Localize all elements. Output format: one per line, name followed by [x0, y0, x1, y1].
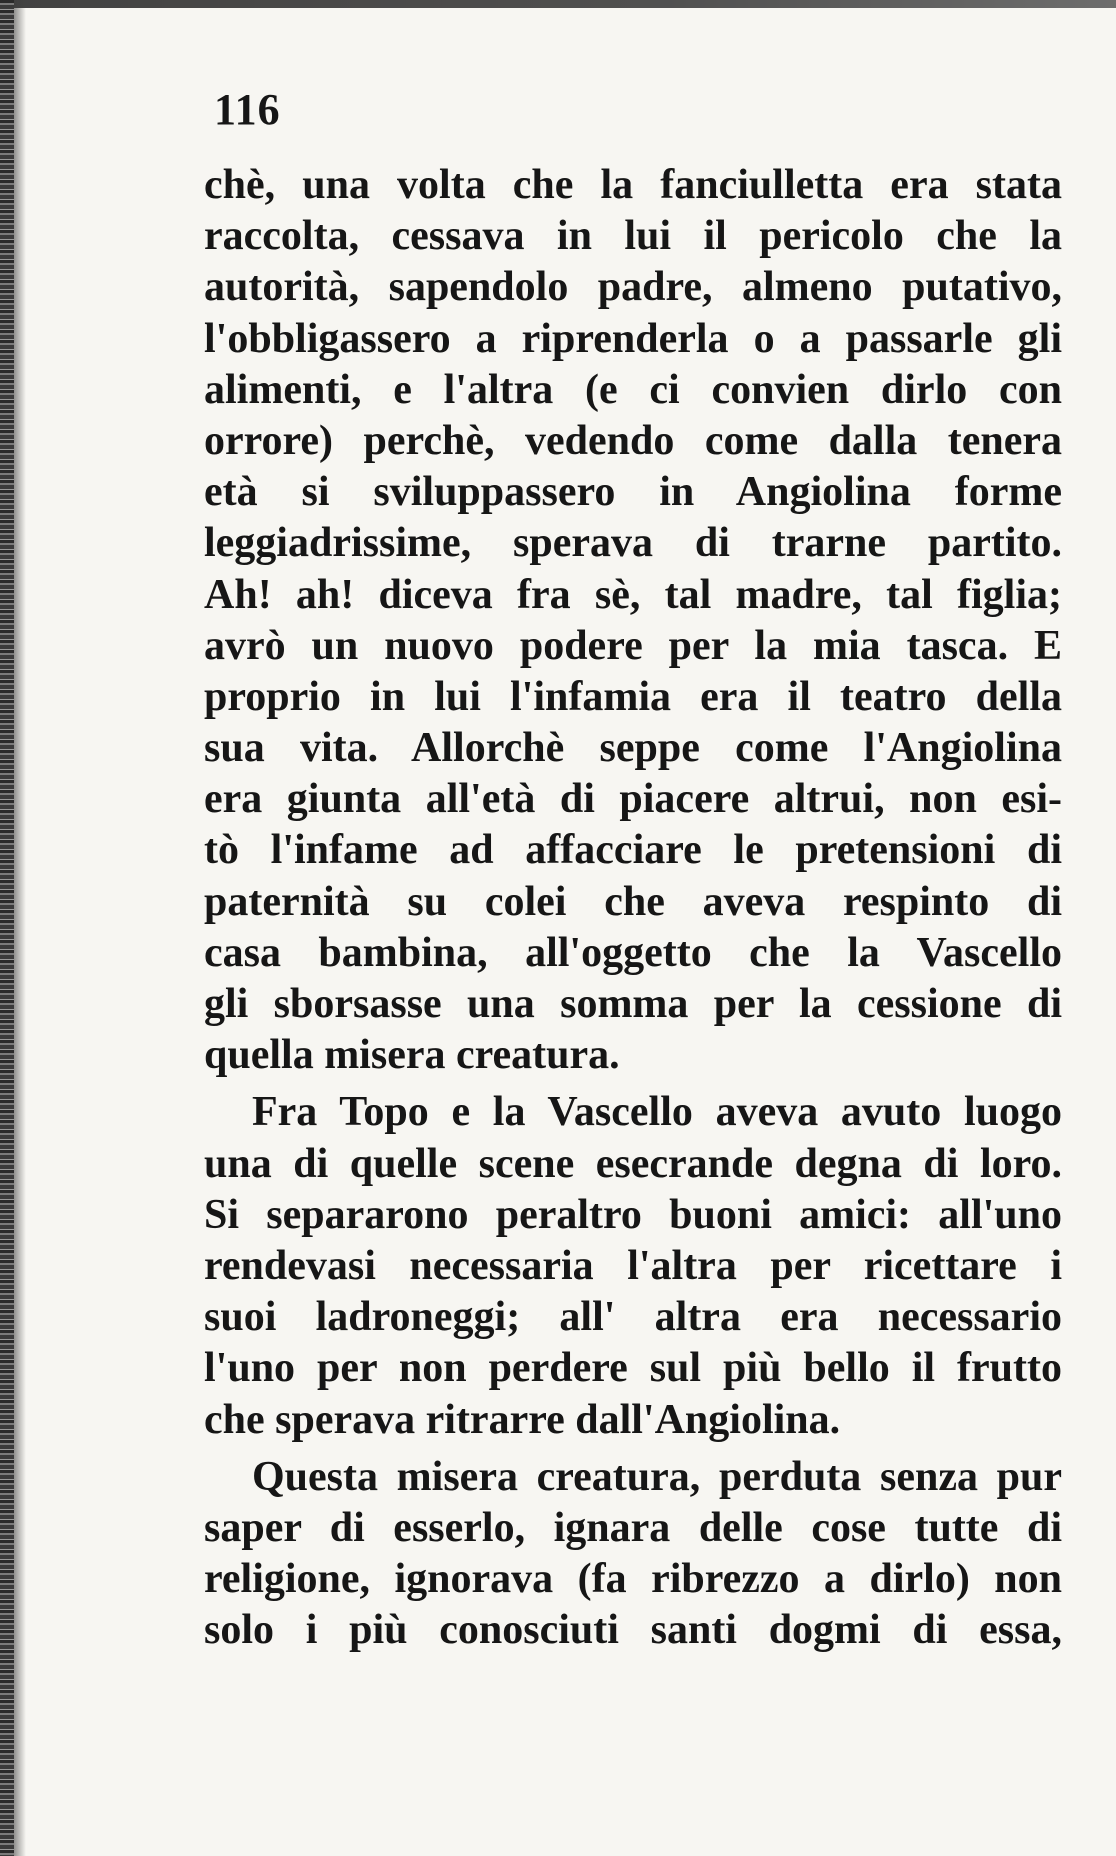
paragraph — [204, 1452, 1062, 1657]
paragraph — [204, 1087, 1062, 1445]
page-number: 116 — [214, 85, 281, 134]
text-line: religione, ignorava (fa ribrezzo a dirlo) non — [204, 1556, 1062, 1603]
text-line: alimenti, e l'altra (e ci convien dirlo con — [204, 366, 1062, 413]
text-line: raccolta, cessava in lui il pericolo che la — [204, 213, 1062, 260]
text-line: autorità, sapendolo padre, almeno putativo, — [204, 264, 1062, 311]
text-line: orrore) perchè, vedendo come dalla tenera — [204, 417, 1062, 464]
text-line: quella misera creatura. — [204, 1032, 620, 1079]
text-line: era giunta all'età di piacere altrui, non esi- — [204, 776, 1062, 823]
text-line: saper di esserlo, ignara delle cose tutte di — [204, 1504, 1062, 1551]
text-line: Ah! ah! diceva fra sè, tal madre, tal figlia; — [204, 571, 1062, 618]
scan-binding-shadow — [14, 0, 26, 1856]
text-line: tò l'infame ad affacciare le pretensioni di — [204, 827, 1062, 874]
text-line: suoi ladroneggi; all' altra era necessario — [204, 1294, 1062, 1341]
body-text — [204, 160, 1062, 1656]
text-line: gli sborsasse una somma per la cessione di — [204, 981, 1062, 1027]
text-line: l'obbligassero a riprenderla o a passarle gli — [204, 315, 1062, 362]
text-line: rendevasi necessaria l'altra per ricettare i — [204, 1242, 1062, 1289]
scan-top-edge — [0, 0, 1116, 8]
text-line: solo i più conosciuti santi dogmi di essa, — [204, 1607, 1062, 1654]
text-line: una di quelle scene esecrande degna di loro. — [204, 1140, 1062, 1187]
text-line: casa bambina, all'oggetto che la Vascello — [204, 929, 1062, 976]
text-line: leggiadrissime, sperava di trarne partito. — [204, 520, 1062, 567]
text-line: proprio in lui l'infamia era il teatro della — [204, 673, 1062, 720]
text-line: l'uno per non perdere sul più bello il frutto — [204, 1345, 1062, 1392]
text-line: sua vita. Allorchè seppe come l'Angiolina — [204, 725, 1062, 772]
text-line: Si separarono peraltro buoni amici: all'uno — [204, 1191, 1062, 1238]
paragraph — [204, 160, 1062, 1081]
text-line: età si sviluppassero in Angiolina forme — [204, 469, 1062, 516]
text-line: Fra Topo e la Vascello aveva avuto luogo — [252, 1089, 1062, 1136]
scan-binding-edge — [0, 0, 14, 1856]
text-line: paternità su colei che aveva respinto di — [204, 878, 1062, 925]
text-line: chè, una volta che la fanciulletta era stata — [204, 162, 1062, 208]
text-line: che sperava ritrarre dall'Angiolina. — [204, 1396, 841, 1443]
text-line: Questa misera creatura, perduta senza pur — [252, 1453, 1062, 1500]
text-line: avrò un nuovo podere per la mia tasca. E — [204, 622, 1062, 669]
